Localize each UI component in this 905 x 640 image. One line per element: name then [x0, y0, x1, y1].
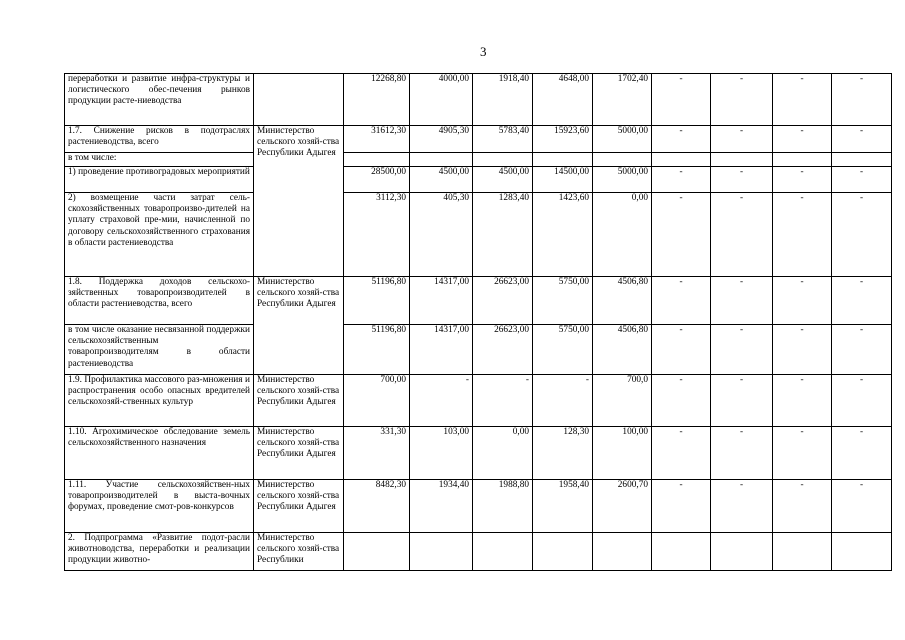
amount-y2: 26623,00	[473, 325, 533, 375]
row-description: в том числе оказание несвязанной поддержки сельскохозяйственным товаропроизводителям в области растениеводства	[65, 325, 254, 375]
amount-y3: 15923,60	[533, 126, 593, 153]
amount-d2: -	[711, 167, 773, 193]
amount-y2: 1283,40	[473, 193, 533, 277]
amount-total	[344, 533, 410, 571]
amount-d4	[832, 533, 892, 571]
amount-d1: -	[652, 480, 711, 533]
amount-d2: -	[711, 480, 773, 533]
amount-total: 31612,30	[344, 126, 410, 153]
row-executor: Министерство сельского хозяй-ства Республики Адыгея	[254, 126, 344, 277]
amount-d3: -	[773, 427, 832, 480]
row-description: 1.9. Профилактика массового раз-множения и распространения особо опасных вредителей сельскохозяй-ственных культур	[65, 375, 254, 427]
amount-d3: -	[773, 193, 832, 277]
amount-y2: 1918,40	[473, 74, 533, 126]
row-executor: Министерство сельского хозяй-ства Республики Адыгея	[254, 427, 344, 480]
amount-y3: 128,30	[533, 427, 593, 480]
row-description: 1.11. Участие сельскохозяйствен-ных товаропроизводителей в выста-вочных форумах, проведение смот-ров-конкурсов	[65, 480, 254, 533]
amount-y1: 1934,40	[410, 480, 473, 533]
amount-y3: 1958,40	[533, 480, 593, 533]
amount-d2	[711, 533, 773, 571]
amount-d4: -	[832, 126, 892, 153]
amount-y2: 0,00	[473, 427, 533, 480]
row-description: 1.8. Поддержка доходов сельскохо-зяйственных товаропроизводителей в области растениеводства, всего	[65, 277, 254, 325]
amount-total: 28500,00	[344, 167, 410, 193]
amount-total: 331,30	[344, 427, 410, 480]
amount-y4: 2600,70	[593, 480, 652, 533]
amount-d2: -	[711, 277, 773, 325]
amount-d2: -	[711, 375, 773, 427]
amount-total: 8482,30	[344, 480, 410, 533]
row-description: 2) возмещение части затрат сель-скохозяйственных товаропроизво-дителей на уплату страховой пре-мии, начисленной по договору сельскохозяйственного страхования в области растениеводства	[65, 193, 254, 277]
row-description: 1.7. Снижение рисков в подотраслях растениеводства, всего	[65, 126, 254, 153]
amount-y3	[533, 533, 593, 571]
amount-y3: 5750,00	[533, 325, 593, 375]
amount-y3	[533, 153, 593, 167]
table-row	[65, 74, 892, 126]
amount-d1: -	[652, 193, 711, 277]
amount-y1	[410, 533, 473, 571]
amount-y4: 700,0	[593, 375, 652, 427]
table-row	[65, 126, 892, 153]
amount-d4: -	[832, 480, 892, 533]
amount-y4: 4506,80	[593, 277, 652, 325]
amount-y1: 4905,30	[410, 126, 473, 153]
amount-y3: 1423,60	[533, 193, 593, 277]
amount-d2: -	[711, 74, 773, 126]
amount-y2: -	[473, 375, 533, 427]
amount-y4: 1702,40	[593, 74, 652, 126]
amount-d4: -	[832, 375, 892, 427]
amount-d1: -	[652, 427, 711, 480]
row-executor: Министерство сельского хозяй-ства Республики Адыгея	[254, 375, 344, 427]
table-row	[65, 153, 892, 167]
amount-y1: 103,00	[410, 427, 473, 480]
row-description: 1) проведение противоградовых мероприятий	[65, 167, 254, 193]
row-description: переработки и развитие инфра-структуры и логистического обес-печения рынков продукции расте-ниеводства	[65, 74, 254, 126]
amount-d1: -	[652, 325, 711, 375]
amount-total: 51196,80	[344, 325, 410, 375]
amount-y1: 4000,00	[410, 74, 473, 126]
amount-y1	[410, 153, 473, 167]
amount-y2: 1988,80	[473, 480, 533, 533]
amount-d4: -	[832, 325, 892, 375]
amount-y4: 100,00	[593, 427, 652, 480]
amount-y4: 0,00	[593, 193, 652, 277]
amount-d1: -	[652, 74, 711, 126]
amount-d3: -	[773, 167, 832, 193]
amount-d1	[652, 153, 711, 167]
amount-d1: -	[652, 126, 711, 153]
row-description: 2. Подпрограмма «Развитие подот-расли животноводства, переработки и реализации продукции животно-	[65, 533, 254, 571]
amount-d4: -	[832, 167, 892, 193]
amount-total: 700,00	[344, 375, 410, 427]
amount-y1: -	[410, 375, 473, 427]
table-row	[65, 193, 892, 277]
amount-y2	[473, 533, 533, 571]
table-row	[65, 427, 892, 480]
amount-y4: 5000,00	[593, 167, 652, 193]
amount-y2: 5783,40	[473, 126, 533, 153]
amount-y3: 5750,00	[533, 277, 593, 325]
amount-d3	[773, 533, 832, 571]
amount-d2: -	[711, 126, 773, 153]
amount-y1: 14317,00	[410, 325, 473, 375]
table-row	[65, 325, 892, 375]
amount-d1: -	[652, 167, 711, 193]
amount-y1: 4500,00	[410, 167, 473, 193]
table-row	[65, 533, 892, 571]
amount-y3: 14500,00	[533, 167, 593, 193]
amount-d4: -	[832, 427, 892, 480]
table-row	[65, 167, 892, 193]
amount-total: 51196,80	[344, 277, 410, 325]
amount-d3: -	[773, 126, 832, 153]
amount-d1: -	[652, 277, 711, 325]
amount-d3: -	[773, 480, 832, 533]
amount-d3: -	[773, 375, 832, 427]
row-executor: Министерство сельского хозяй-ства Республики	[254, 533, 344, 571]
table-row	[65, 277, 892, 325]
amount-d4: -	[832, 74, 892, 126]
amount-d3: -	[773, 277, 832, 325]
amount-d4: -	[832, 193, 892, 277]
amount-total: 12268,80	[344, 74, 410, 126]
row-description: 1.10. Агрохимическое обследование земель сельскохозяйственного назначения	[65, 427, 254, 480]
row-executor: Министерство сельского хозяй-ства Республики Адыгея	[254, 277, 344, 375]
amount-d2: -	[711, 325, 773, 375]
budget-table	[64, 73, 892, 571]
amount-y1: 405,30	[410, 193, 473, 277]
table-row	[65, 480, 892, 533]
amount-d1	[652, 533, 711, 571]
amount-y2: 4500,00	[473, 167, 533, 193]
amount-total: 3112,30	[344, 193, 410, 277]
amount-y3: 4648,00	[533, 74, 593, 126]
amount-d1: -	[652, 375, 711, 427]
amount-y3: -	[533, 375, 593, 427]
amount-d4: -	[832, 277, 892, 325]
amount-d2: -	[711, 427, 773, 480]
amount-d4	[832, 153, 892, 167]
amount-y4: 4506,80	[593, 325, 652, 375]
amount-y4	[593, 533, 652, 571]
row-executor	[254, 74, 344, 126]
amount-y2	[473, 153, 533, 167]
amount-d3: -	[773, 325, 832, 375]
amount-y4	[593, 153, 652, 167]
row-executor: Министерство сельского хозяй-ства Республики Адыгея	[254, 480, 344, 533]
table-row	[65, 375, 892, 427]
amount-d3	[773, 153, 832, 167]
amount-y2: 26623,00	[473, 277, 533, 325]
amount-total	[344, 153, 410, 167]
amount-d2: -	[711, 193, 773, 277]
amount-y1: 14317,00	[410, 277, 473, 325]
page-number: 3	[480, 44, 487, 59]
row-description: в том числе:	[65, 153, 254, 167]
amount-d2	[711, 153, 773, 167]
amount-y4: 5000,00	[593, 126, 652, 153]
amount-d3: -	[773, 74, 832, 126]
